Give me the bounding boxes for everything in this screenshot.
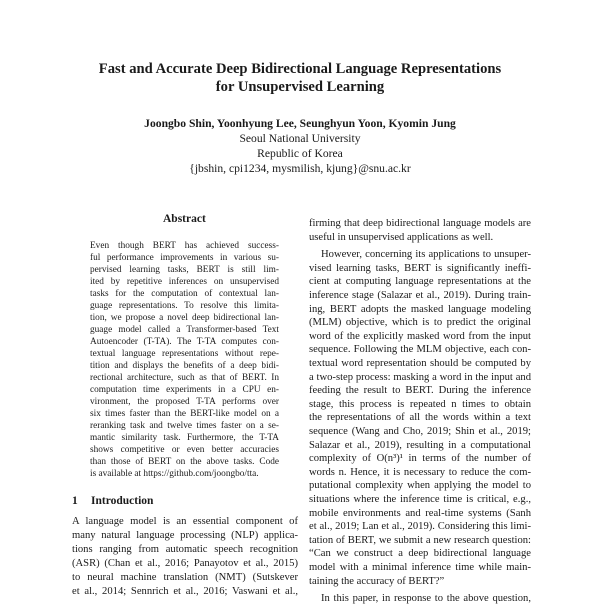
abstract-line: computation time experiments in a CPU en- [90, 385, 279, 395]
body-line: sequence. Following the MLM objective, each con- [309, 344, 531, 356]
body-line: taining the accuracy of BERT?” [309, 575, 445, 587]
abstract-line: rectional architecture, such as that of BERT. In [90, 373, 279, 383]
body-line: situations where the inference time is critical, e.g., [309, 494, 531, 505]
intro-line: (ASR) (Chan et al., 2016; Panayotov et al., 2015) [72, 558, 298, 569]
abstract-line: vironment, the proposed T-TA performs over [90, 397, 279, 407]
abstract-line: Even though BERT has achieved success- [90, 241, 279, 251]
abstract-line: guage model called a Transformer-based Text [90, 325, 279, 335]
body-line: vised learning tasks, BERT is significantly ineffi- [309, 262, 531, 274]
abstract-line: Autoencoder (T-TA). The T-TA computes con- [90, 337, 279, 347]
author-block [60, 116, 540, 176]
country: Republic of Korea [257, 147, 343, 160]
paper-title [60, 60, 540, 96]
body-line: sequence (Wang and Cho, 2019; Shin et al., 2019; [309, 426, 531, 437]
abstract-line: pervised learning tasks, BERT is still lim- [90, 265, 279, 275]
body-line: words n. Hence, it is necessary to reduce the com- [309, 466, 531, 478]
body-line: model with a minimal inference time while main- [309, 562, 531, 573]
body-line: putational complexity when applying the model to [309, 480, 531, 492]
body-line: feeding the result to BERT. During the inference [309, 385, 531, 397]
abstract-line: than those of BERT on the above tasks. Code [90, 457, 279, 467]
abstract-line: six times faster than the BERT-like model on a [90, 409, 279, 419]
abstract-line: ful performance improvements in various su- [90, 253, 279, 263]
abstract-line: mantic similarity task. Furthermore, the T-TA [90, 433, 279, 443]
body-line: cient at computing language representations at the [309, 276, 531, 288]
abstract-line: guage representations. To resolve this limita- [90, 301, 279, 311]
body-line: stage, this process is repeated n times to obtain [309, 398, 531, 410]
body-line: inference stage (Salazar et al., 2019). During train- [309, 290, 531, 301]
section-heading-introduction: Introduction [91, 495, 154, 507]
abstract-line: tition and displays the benefits of a deep bidi- [90, 361, 279, 371]
body-line: complexity of O(n³)¹ in terms of the number of [309, 453, 531, 465]
intro-line: to neural machine translation (NMT) (Sutskever [72, 572, 298, 583]
abstract-heading: Abstract [163, 213, 206, 225]
body-line: the representations of all the words within a text [309, 412, 531, 424]
abstract-line: shows competitive or even better accuracies [90, 445, 279, 455]
body-line: tation of BERT, we submit a new research question: [309, 534, 531, 546]
body-line: Salazar et al., 2019), resulting in a computational [309, 439, 531, 451]
author-emails: {jbshin, cpi1234, mysmilish, kjung}@snu.ac.kr [189, 162, 411, 175]
body-line: In this paper, in response to the above question, [321, 593, 531, 605]
affiliation: Seoul National University [239, 132, 361, 145]
author-names: Joongbo Shin, Yoonhyung Lee, Seunghyun Yoon, Kyomin Jung [144, 117, 456, 130]
abstract-line: reranking task and twelve times faster on a se- [90, 421, 279, 431]
intro-line: et al., 2014; Sennrich et al., 2016; Vaswani et al., [72, 586, 298, 597]
abstract-line: ited by repetitive inferences on unsupervised [90, 277, 279, 287]
abstract-line: is available at https://github.com/joongbo/tta. [90, 469, 259, 479]
abstract-line: tion, we propose a novel deep bidirectional lan- [90, 313, 279, 323]
body-line: word of the explicitly masked word from the input [309, 330, 531, 342]
body-line: “Can we construct a deep bidirectional language [309, 548, 531, 560]
intro-line: A language model is an essential component of [72, 516, 298, 527]
title-line-2: for Unsupervised Learning [215, 79, 385, 95]
body-line: ing, BERT adopts the masked language modeling [309, 303, 531, 315]
body-line: a two-step process: masking a word in the input and [309, 371, 531, 383]
body-line: et al., 2019; Lan et al., 2019). Considering this limi- [309, 521, 531, 533]
abstract-line: tasks for the computation of contextual lan- [90, 289, 279, 299]
section-number: 1 [72, 495, 78, 507]
title-line-1: Fast and Accurate Deep Bidirectional Language Representations [98, 61, 502, 77]
body-line: (MLM) objective, which is to predict the original [309, 317, 531, 329]
body-line: useful in unsupervised applications as well. [309, 231, 494, 243]
body-line: mobile environments and real-time systems (Sanh [309, 507, 531, 519]
intro-line: tions ranging from automatic speech recognition [72, 544, 298, 555]
abstract-line: textual language representations without repe- [90, 349, 279, 359]
body-line: firming that deep bidirectional language models are [309, 218, 531, 229]
intro-line: many natural language processing (NLP) applica- [72, 530, 298, 541]
body-line: textual word representation should be computed by [309, 358, 531, 369]
body-line: However, concerning its applications to unsuper- [321, 249, 531, 261]
